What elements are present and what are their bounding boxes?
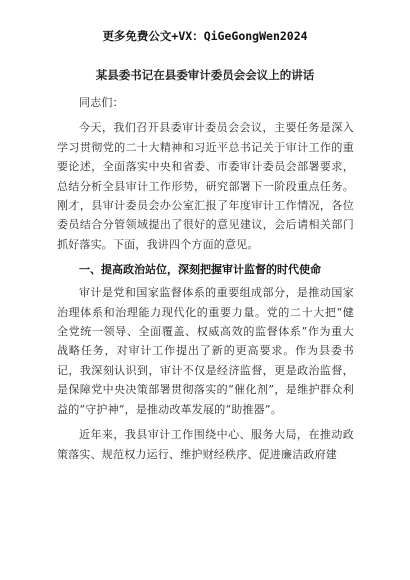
section-heading-1: 一、提高政治站位，深刻把握审计监督的时代使命 <box>79 263 321 277</box>
promo-banner: 更多免费公文+VX：QiGeGongWen2024 <box>102 29 308 43</box>
paragraph-intro: 今天，我们召开县委审计委员会会议，主要任务是深入学习贯彻党的二十大精神和习近平总书记关于审计工作的重要论述，全面落实中央和省委、市委审计委员会部署要求，总结分析全县审计工作形势，研究部署下一阶段重点任务。刚才，县审计委员会办公室汇报了年度审计工作情况，各位委员结合分管领域提出了很好的意见建议，会后请相关部门抓好落实。下面，我讲四个方面的意见。 <box>57 121 354 251</box>
paragraph-recent: 近年来，我县审计工作围绕中心、服务大局，在推动政策落实、规范权力运行、维护财经秩序、促进廉洁政府建 <box>57 428 354 461</box>
greeting: 同志们： <box>79 96 124 109</box>
document-title: 某县委书记在县委审计委员会会议上的讲话 <box>95 68 315 82</box>
document-body <box>57 93 354 464</box>
paragraph-section1: 审计是党和国家监督体系的重要组成部分，是推动国家治理体系和治理能力现代化的重要力量。党的二十大把“健全党统一领导、全面覆盖、权威高效的监督体系”作为重大战略任务，对审计工作提出了新的更高要求。作为县委书记，我深刻认识到，审计不仅是经济监督，更是政治监督，是保障党中央决策部署贯彻落实的“催化剂”，是维护群众利益的“守护神”，是推动改革发展的“助推器”。 <box>57 286 354 416</box>
